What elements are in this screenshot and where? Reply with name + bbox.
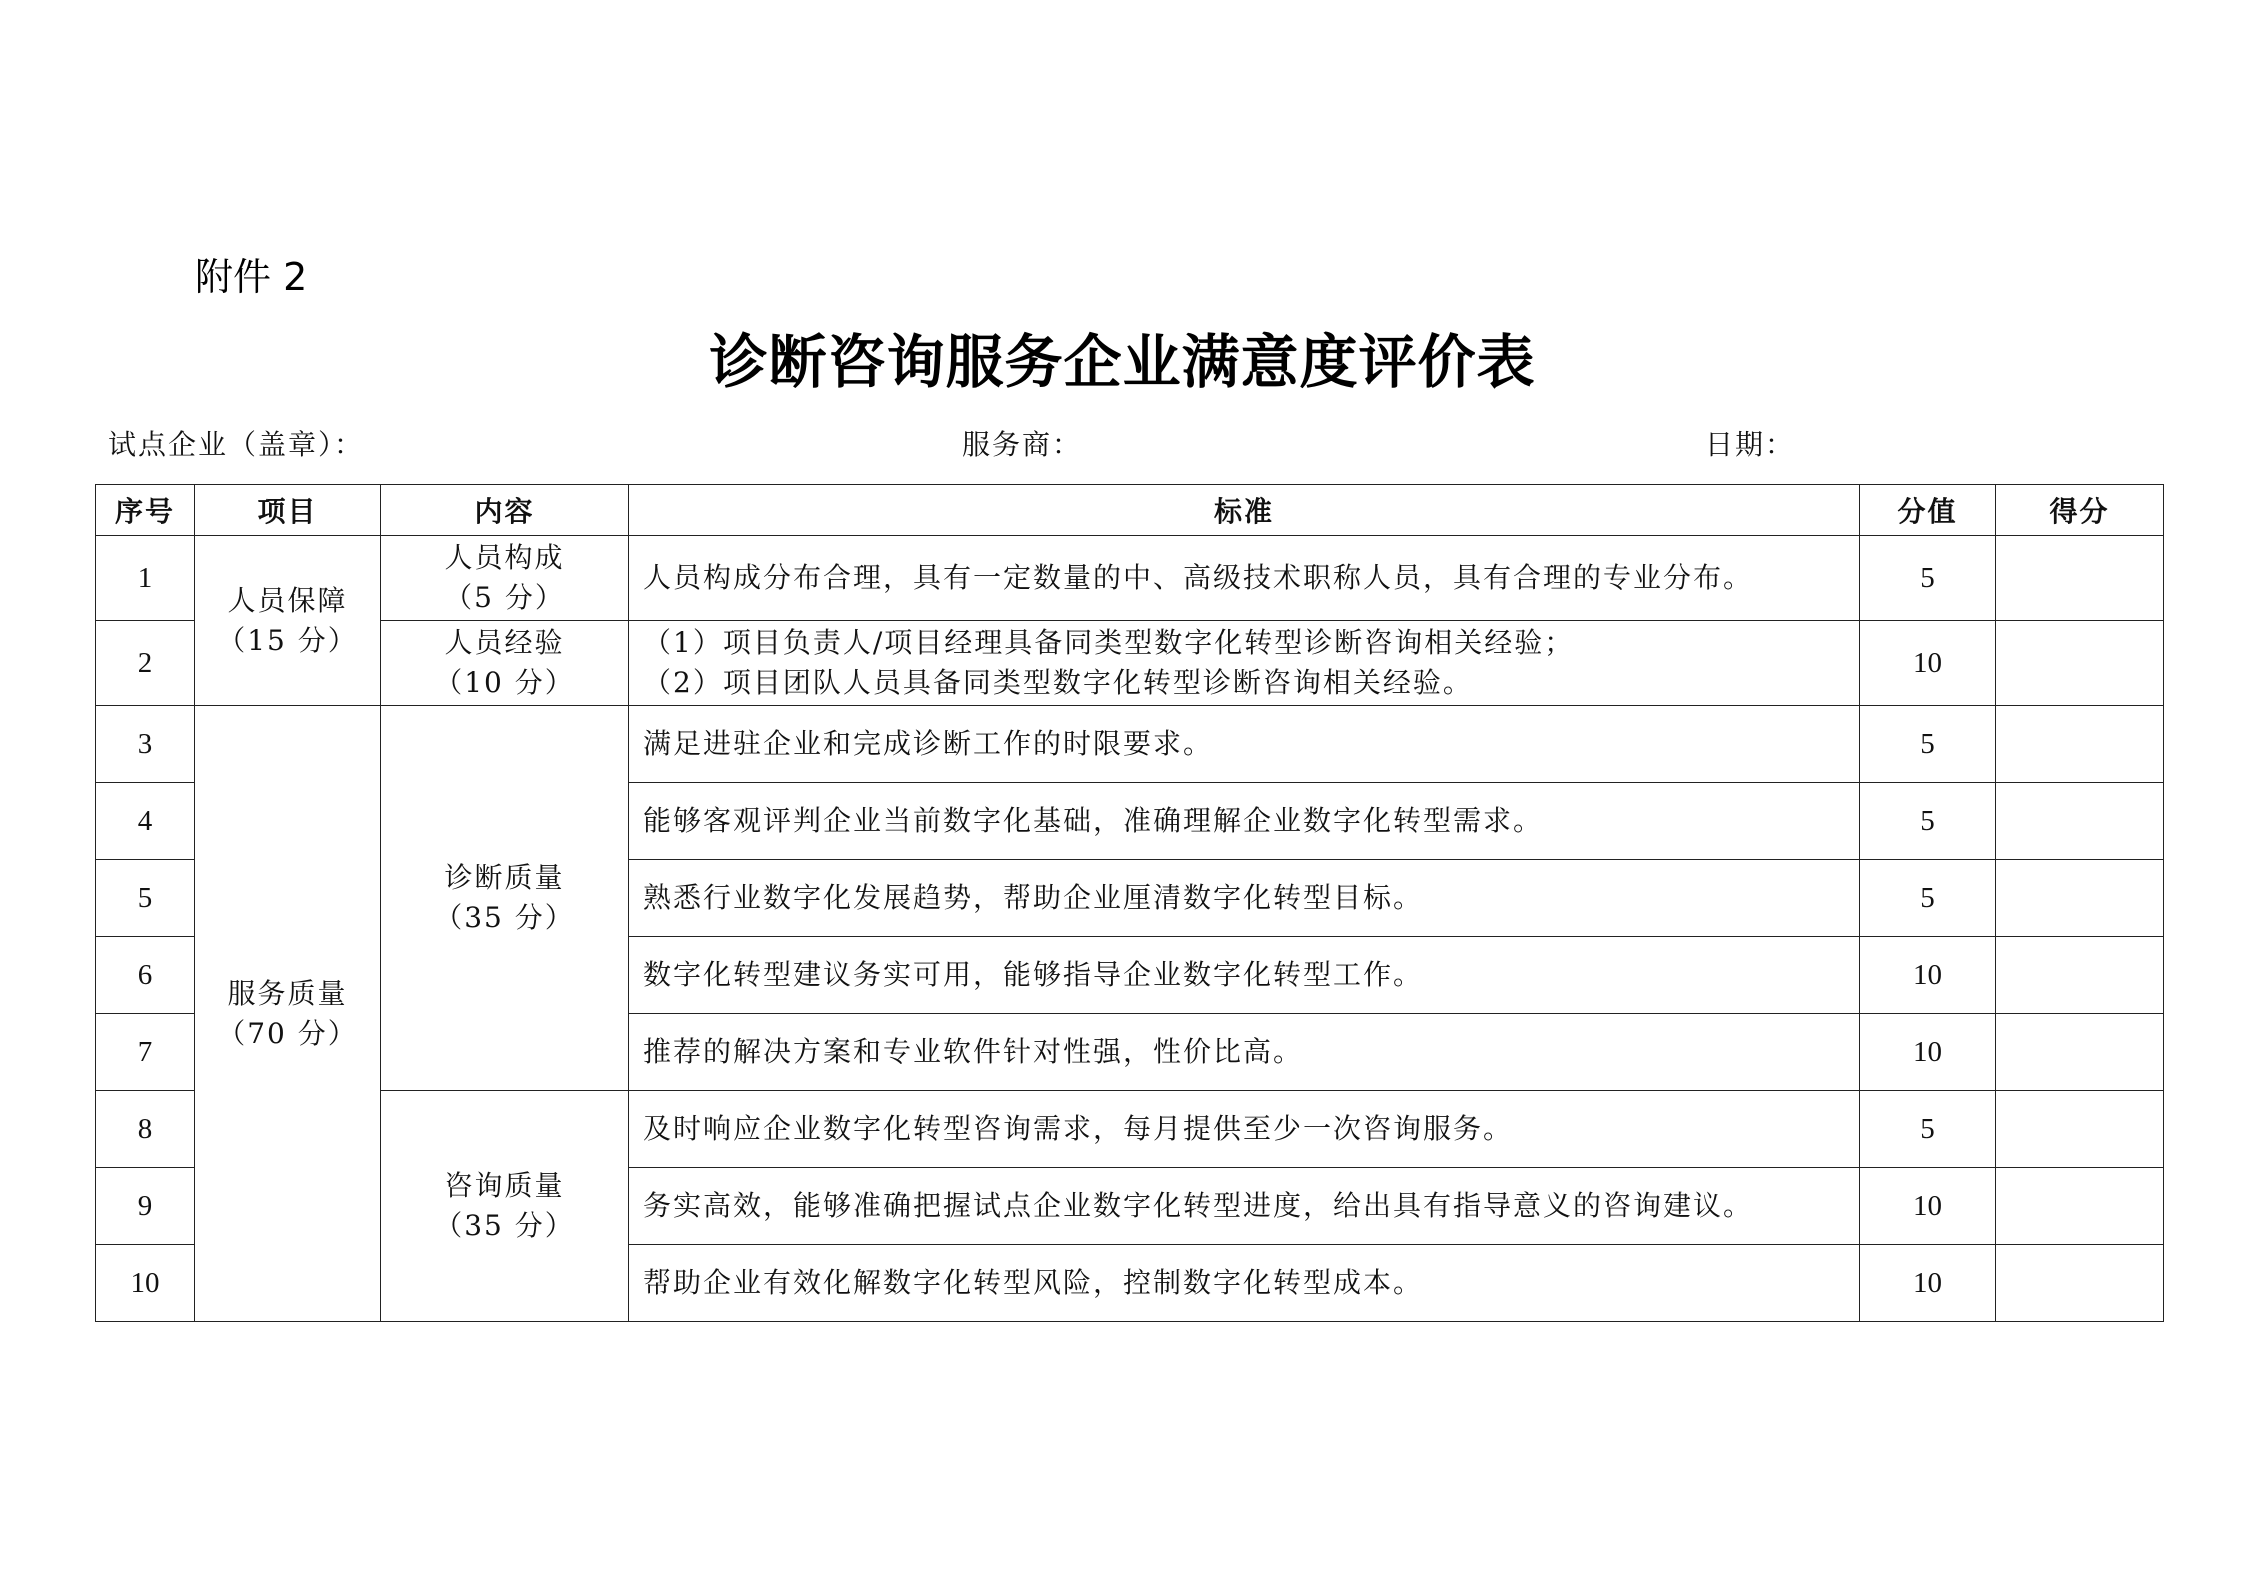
row-points: 5: [1860, 783, 1996, 860]
header-points: 分值: [1860, 485, 1996, 536]
row-standard: 熟悉行业数字化发展趋势，帮助企业厘清数字化转型目标。: [629, 860, 1860, 937]
content-name: 人员构成: [444, 541, 565, 574]
row-standard: 数字化转型建议务实可用，能够指导企业数字化转型工作。: [629, 937, 1860, 1014]
attachment-label: 附件 2: [195, 255, 308, 299]
table-row: [96, 621, 2164, 706]
content-name: 人员经验: [444, 626, 565, 659]
row-score-cell[interactable]: [1996, 1091, 2164, 1168]
row-points: 10: [1860, 1014, 1996, 1091]
row-seq: 7: [96, 1014, 195, 1091]
enterprise-seal-field: 试点企业（盖章）：: [108, 428, 365, 461]
row-score-cell[interactable]: [1996, 621, 2164, 706]
content-points: （5 分）: [444, 581, 565, 614]
row-seq: 10: [96, 1245, 195, 1322]
row-seq: 5: [96, 860, 195, 937]
table-row: [96, 1091, 2164, 1168]
row-standard: 及时响应企业数字化转型咨询需求，每月提供至少一次咨询服务。: [629, 1091, 1860, 1168]
row-seq: 1: [96, 536, 195, 621]
header-score: 得分: [1996, 485, 2164, 536]
row-points: 5: [1860, 860, 1996, 937]
row-standard: 推荐的解决方案和专业软件针对性强，性价比高。: [629, 1014, 1860, 1091]
row-points: 10: [1860, 1168, 1996, 1245]
row-score-cell[interactable]: [1996, 860, 2164, 937]
standard-line: （1）项目负责人/项目经理具备同类型数字化转型诊断咨询相关经验；: [643, 626, 1575, 659]
row-seq: 4: [96, 783, 195, 860]
row-standard: 满足进驻企业和完成诊断工作的时限要求。: [629, 706, 1860, 783]
item-points: （70 分）: [217, 1016, 358, 1050]
row-seq: 8: [96, 1091, 195, 1168]
row-standard: 务实高效，能够准确把握试点企业数字化转型进度，给出具有指导意义的咨询建议。: [629, 1168, 1860, 1245]
item-name: 人员保障: [227, 583, 348, 617]
header-row: [96, 485, 2164, 536]
row-score-cell[interactable]: [1996, 1014, 2164, 1091]
content-composition: [381, 536, 629, 621]
row-seq: 9: [96, 1168, 195, 1245]
header-standard: 标准: [629, 485, 1860, 536]
service-provider-field: 服务商：: [962, 428, 1083, 461]
content-experience: [381, 621, 629, 706]
content-points: （10 分）: [434, 666, 575, 699]
date-field: 日期：: [1705, 428, 1796, 461]
row-score-cell[interactable]: [1996, 1168, 2164, 1245]
standard-line: （2）项目团队人员具备同类型数字化转型诊断咨询相关经验。: [643, 666, 1473, 699]
item-name: 服务质量: [227, 976, 348, 1010]
page-title: 诊断咨询服务企业满意度评价表: [709, 328, 1536, 396]
row-standard: 帮助企业有效化解数字化转型风险，控制数字化转型成本。: [629, 1245, 1860, 1322]
header-seq: 序号: [96, 485, 195, 536]
content-name: 咨询质量: [444, 1169, 565, 1202]
row-standard: [629, 621, 1860, 706]
row-score-cell[interactable]: [1996, 706, 2164, 783]
row-points: 10: [1860, 937, 1996, 1014]
content-points: （35 分）: [434, 1209, 575, 1242]
row-points: 10: [1860, 621, 1996, 706]
item-service: [195, 706, 381, 1322]
row-points: 10: [1860, 1245, 1996, 1322]
row-standard: 能够客观评判企业当前数字化基础，准确理解企业数字化转型需求。: [629, 783, 1860, 860]
content-name: 诊断质量: [444, 861, 565, 894]
row-points: 5: [1860, 536, 1996, 621]
row-points: 5: [1860, 1091, 1996, 1168]
header-item: 项目: [195, 485, 381, 536]
content-diagnosis: [381, 706, 629, 1091]
header-content: 内容: [381, 485, 629, 536]
row-seq: 3: [96, 706, 195, 783]
table-row: [96, 706, 2164, 783]
row-standard: 人员构成分布合理，具有一定数量的中、高级技术职称人员，具有合理的专业分布。: [629, 536, 1860, 621]
item-points: （15 分）: [217, 623, 358, 657]
item-personnel: [195, 536, 381, 706]
row-score-cell[interactable]: [1996, 1245, 2164, 1322]
row-score-cell[interactable]: [1996, 536, 2164, 621]
row-score-cell[interactable]: [1996, 783, 2164, 860]
row-score-cell[interactable]: [1996, 937, 2164, 1014]
row-seq: 2: [96, 621, 195, 706]
evaluation-table: [95, 484, 2164, 1322]
content-points: （35 分）: [434, 901, 575, 934]
row-seq: 6: [96, 937, 195, 1014]
table-row: [96, 536, 2164, 621]
row-points: 5: [1860, 706, 1996, 783]
content-consulting: [381, 1091, 629, 1322]
